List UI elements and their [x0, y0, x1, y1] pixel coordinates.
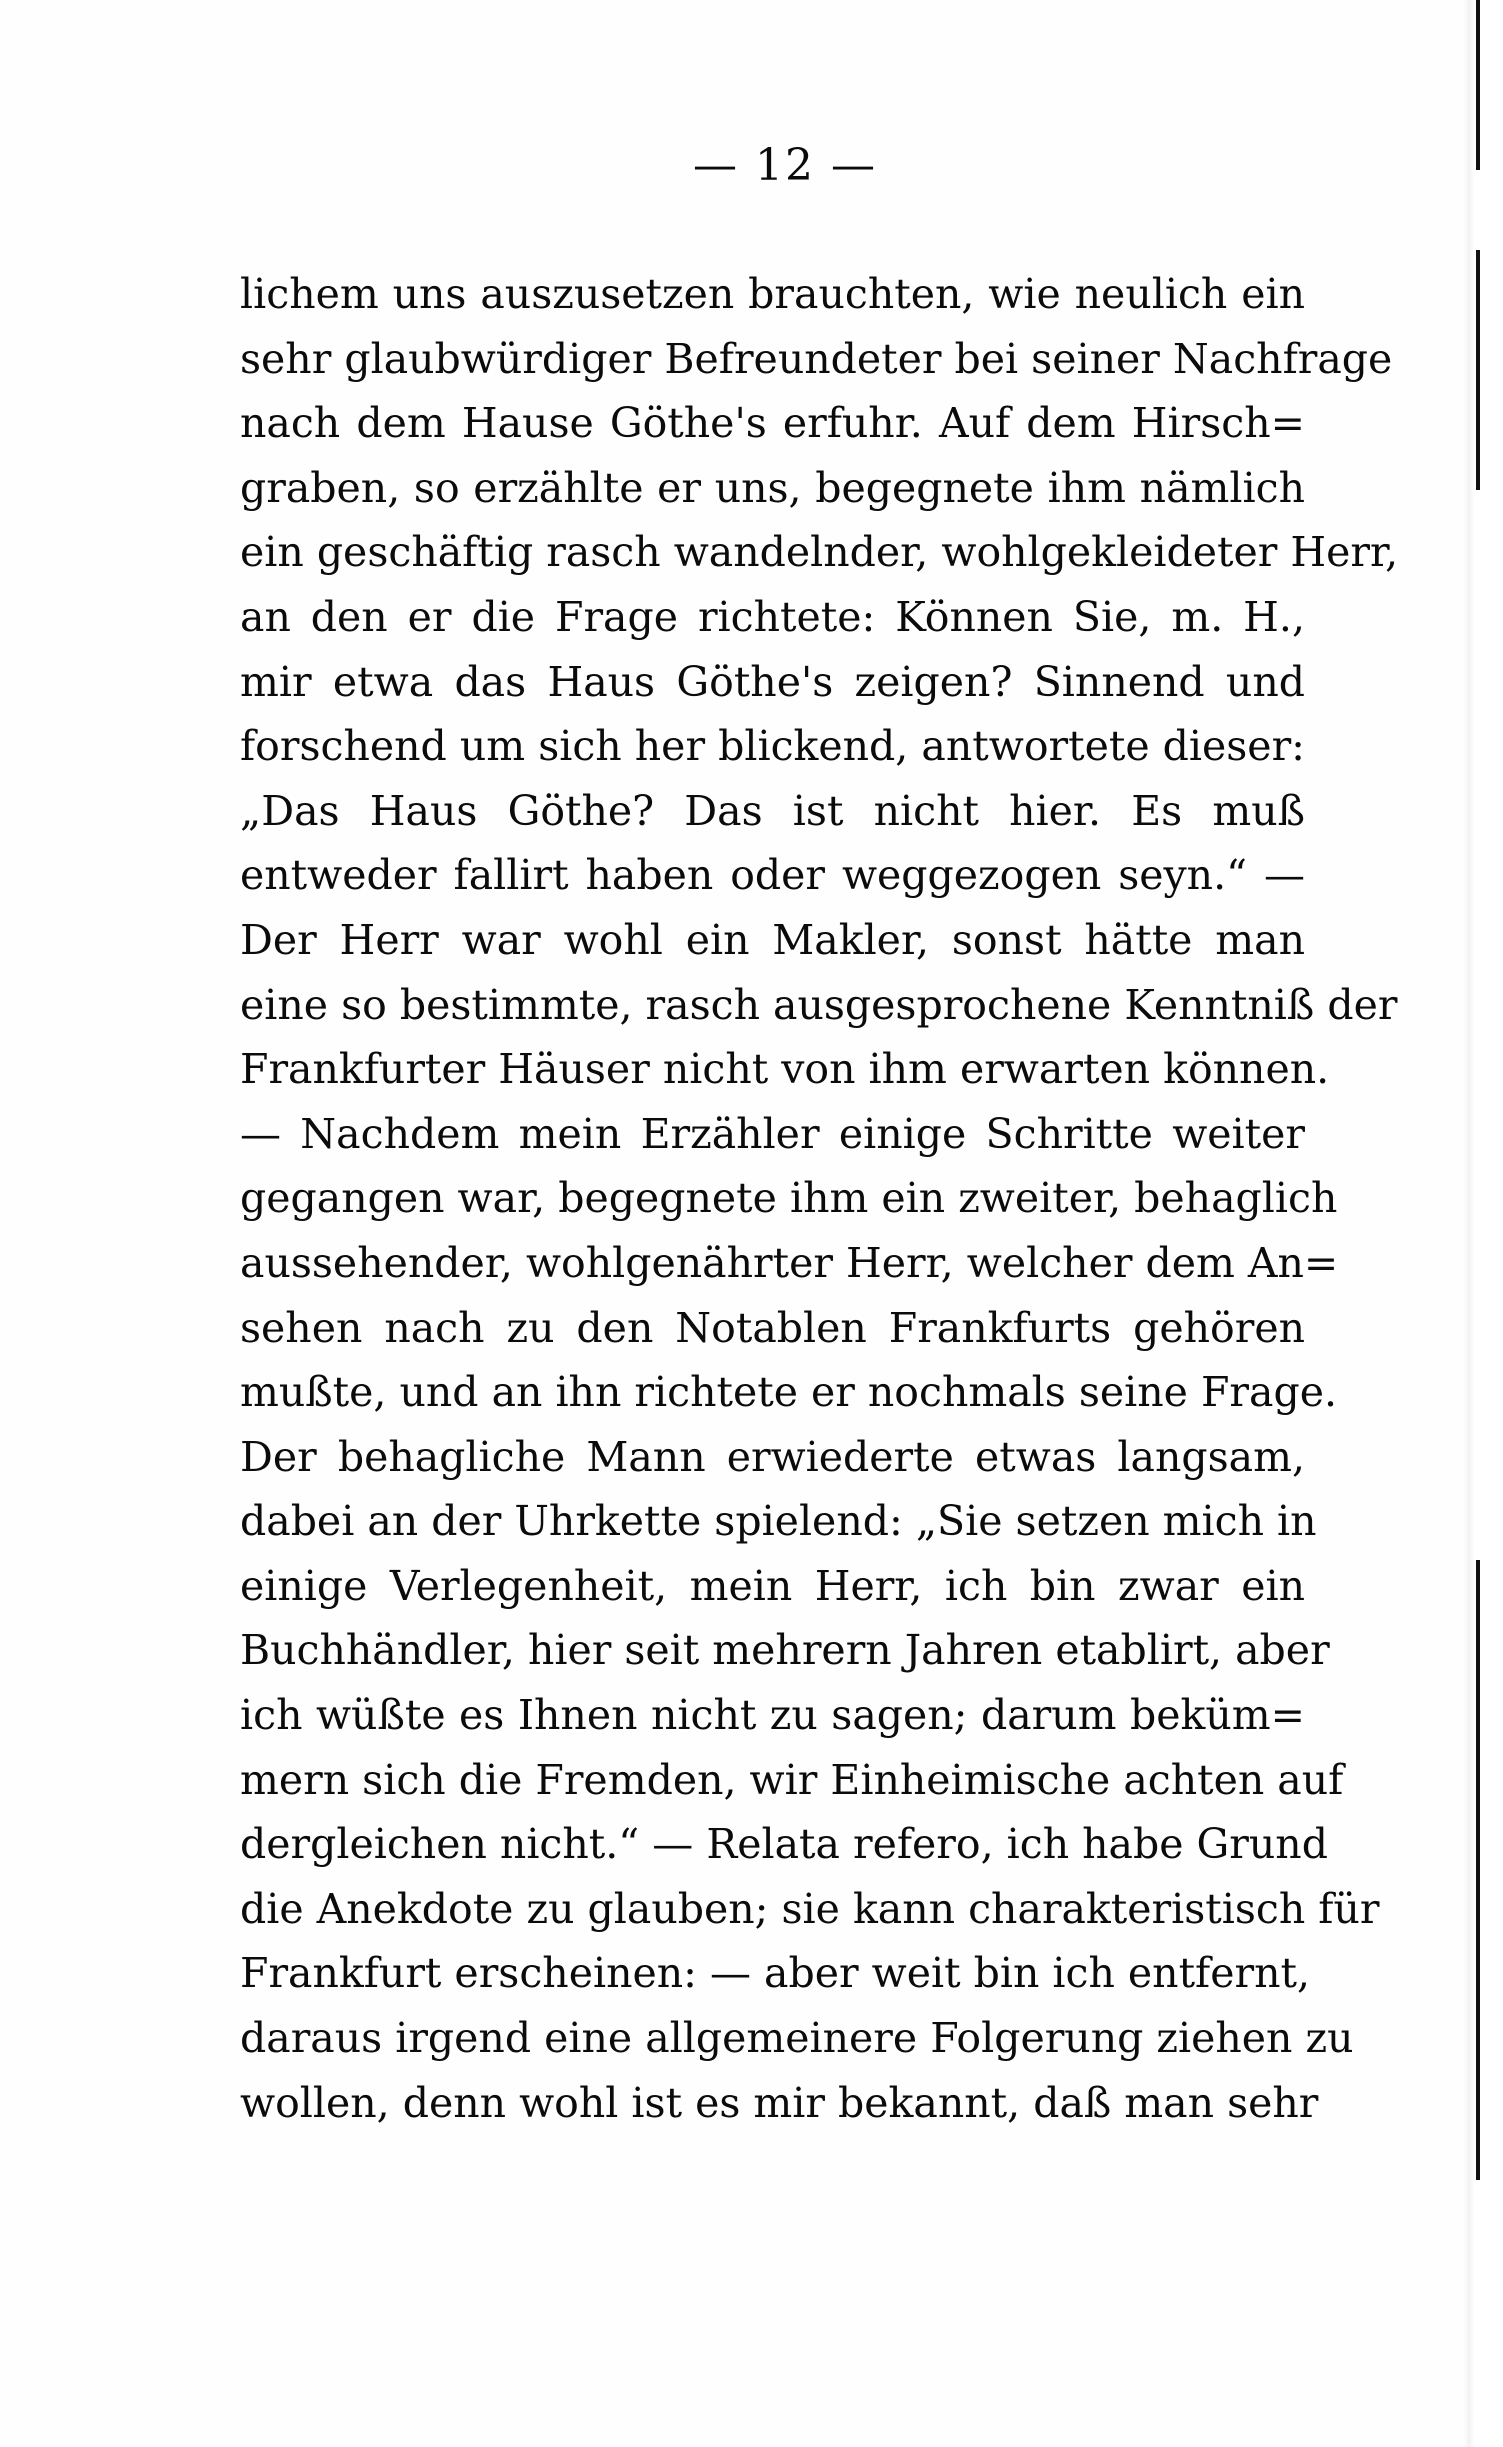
text-line: gegangen war, begegnete ihm ein zweiter, behaglich [240, 1174, 1338, 1223]
text-line: dabei an der Uhrkette spielend: „Sie setzen mich in [240, 1497, 1317, 1546]
text-line: Der behagliche Mann erwiederte etwas langsam, [240, 1432, 1305, 1481]
text-line: „Das Haus Göthe? Das ist nicht hier. Es muß [240, 786, 1305, 835]
text-line: daraus irgend eine allgemeinere Folgerung ziehen zu [240, 2014, 1354, 2063]
text-line: einige Verlegenheit, mein Herr, ich bin zwar ein [240, 1561, 1305, 1610]
text-line: an den er die Frage richtete: Können Sie, m. H., [240, 592, 1305, 641]
text-line: sehr glaubwürdiger Befreundeter bei seiner Nachfrage [240, 334, 1393, 383]
text-line: eine so bestimmte, rasch ausgesprochene Kenntniß der [240, 980, 1398, 1029]
text-line: dergleichen nicht.“ — Relata refero, ich habe Grund [240, 1820, 1328, 1869]
text-line: ich wüßte es Ihnen nicht zu sagen; darum beküm= [240, 1691, 1305, 1740]
text-line: forschend um sich her blickend, antwortete dieser: [240, 722, 1305, 771]
text-line: sehen nach zu den Notablen Frankfurts gehören [240, 1303, 1305, 1352]
text-line: Der Herr war wohl ein Makler, sonst hätte man [240, 915, 1305, 964]
body-text [240, 262, 1399, 2135]
text-line: mußte, und an ihn richtete er nochmals seine Frage. [240, 1368, 1338, 1417]
text-line: nach dem Hause Göthe's erfuhr. Auf dem Hirsch= [240, 399, 1305, 448]
text-line: die Anekdote zu glauben; sie kann charakteristisch für [240, 1884, 1380, 1933]
text-line: Frankfurt erscheinen: — aber weit bin ich entfernt, [240, 1949, 1311, 1998]
text-line: graben, so erzählte er uns, begegnete ihm nämlich [240, 463, 1305, 512]
text-line: wollen, denn wohl ist es mir bekannt, daß man sehr [240, 2078, 1319, 2127]
page-number: — 12 — [693, 140, 877, 191]
page-edge-line [1476, 1560, 1480, 2180]
page-edge-line [1476, 0, 1480, 170]
text-line: mern sich die Fremden, wir Einheimische achten auf [240, 1755, 1344, 1804]
text-line: lichem uns auszusetzen brauchten, wie neulich ein [240, 270, 1305, 318]
text-line: aussehender, wohlgenährter Herr, welcher dem An= [240, 1238, 1339, 1287]
text-line: entweder fallirt haben oder weggezogen seyn.“ — [240, 851, 1305, 900]
page-edge-line [1476, 250, 1480, 490]
text-line: — Nachdem mein Erzähler einige Schritte weiter [240, 1109, 1305, 1158]
text-line: Frankfurter Häuser nicht von ihm erwarten können. [240, 1045, 1330, 1094]
text-line: Buchhändler, hier seit mehrern Jahren etablirt, aber [240, 1626, 1330, 1675]
text-line: mir etwa das Haus Göthe's zeigen? Sinnend und [240, 657, 1305, 706]
page-edge [1463, 0, 1503, 2447]
text-line: ein geschäftig rasch wandelnder, wohlgekleideter Herr, [240, 528, 1399, 577]
